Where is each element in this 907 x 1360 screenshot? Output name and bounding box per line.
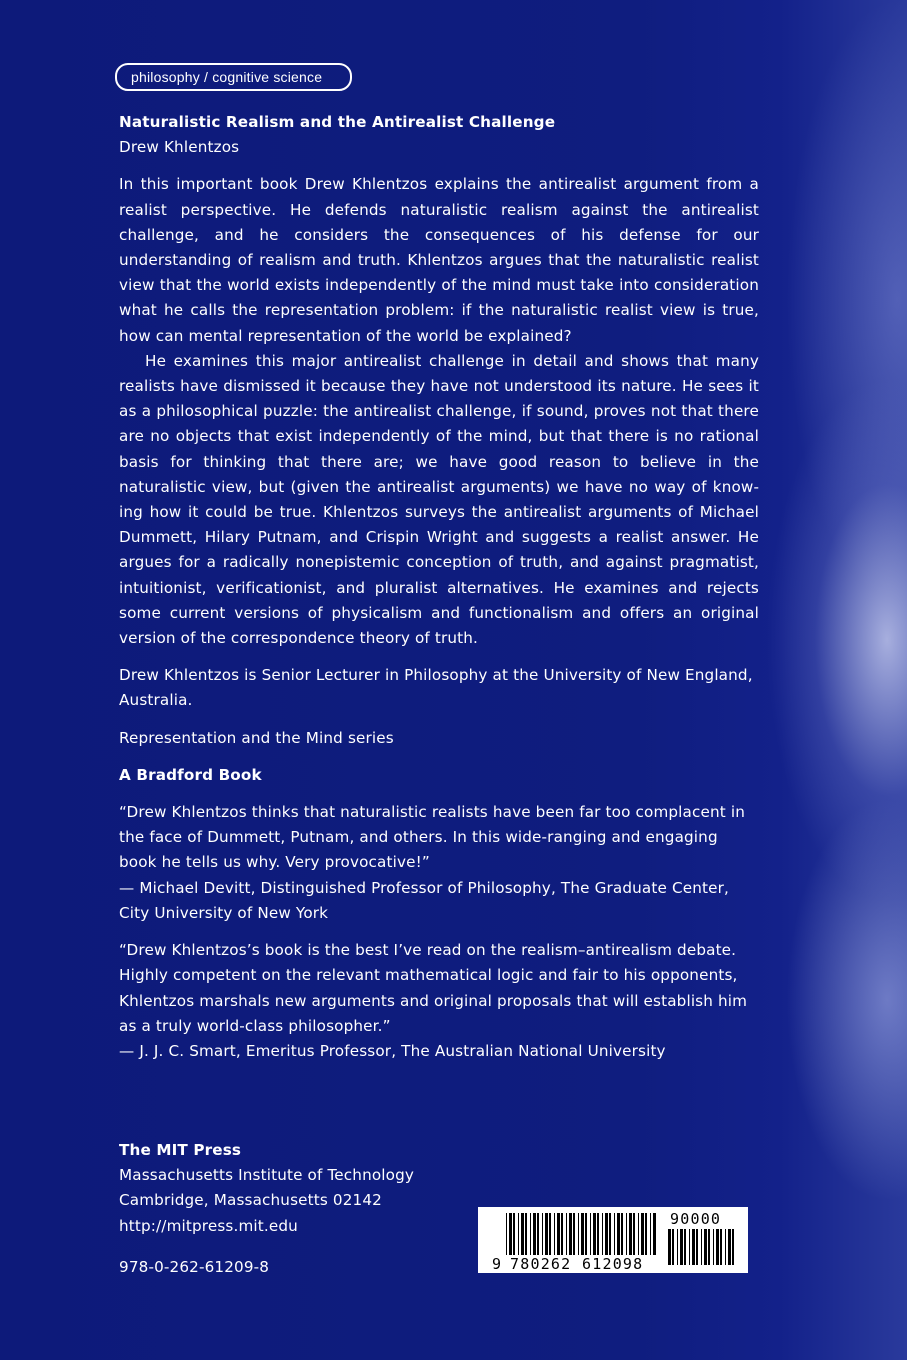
barcode-bar — [720, 1229, 722, 1265]
barcode-bar — [561, 1213, 563, 1255]
barcode-bar — [573, 1213, 575, 1255]
barcode-bar — [537, 1213, 539, 1255]
barcode-bar — [593, 1213, 596, 1255]
publisher-address: Cambridge, Massachusetts 02142 — [119, 1191, 382, 1210]
barcode-bar — [692, 1229, 695, 1265]
barcode-bar — [542, 1213, 543, 1255]
barcode-bar — [725, 1229, 726, 1265]
publisher-institution: Massachusetts Institute of Technology — [119, 1166, 415, 1185]
publisher-name: The MIT Press — [119, 1141, 242, 1159]
barcode-bar — [554, 1213, 555, 1255]
barcode-bar — [713, 1229, 714, 1265]
barcode-bar — [614, 1213, 615, 1255]
blurb-2 — [119, 938, 759, 1064]
publisher-url: http://mitpress.mit.edu — [119, 1216, 298, 1235]
barcode-bar — [545, 1213, 548, 1255]
barcode-bar — [590, 1213, 591, 1255]
barcode-bar — [629, 1213, 632, 1255]
barcode-bar — [530, 1213, 531, 1255]
book-title: Naturalistic Realism and the Antirealist Challenge — [119, 113, 556, 131]
barcode-bar — [513, 1213, 515, 1255]
barcode-bar — [708, 1229, 710, 1265]
barcode-bar — [521, 1213, 524, 1255]
barcode-bar — [650, 1213, 651, 1255]
barcode-bar — [602, 1213, 603, 1255]
barcode-bar — [557, 1213, 560, 1255]
barcode-bar — [677, 1229, 678, 1265]
barcode-bar — [684, 1229, 686, 1265]
barcode-bar — [566, 1213, 567, 1255]
barcode-bar — [569, 1213, 572, 1255]
barcode-bar — [645, 1213, 647, 1255]
barcode-bar — [621, 1213, 623, 1255]
blurb-attribution: — Michael Devitt, Distinguished Professor of Philosophy, The Graduate Center, — [119, 878, 729, 897]
barcode-bar — [728, 1229, 731, 1265]
series-name: Representation and the Mind series — [119, 728, 394, 747]
barcode-bar — [525, 1213, 527, 1255]
cover-text-block — [119, 110, 759, 1064]
cover-light-glow — [767, 0, 907, 1360]
barcode-bar — [626, 1213, 627, 1255]
author-bio: Drew Khlentzos is Senior Lecturer in Philosophy at the University of New England, Australia. — [119, 666, 753, 710]
barcode-bar — [689, 1229, 690, 1265]
imprint-name: A Bradford Book — [119, 765, 262, 784]
isbn-number: 978-0-262-61209-8 — [119, 1258, 270, 1276]
barcode-bar — [585, 1213, 587, 1255]
barcode-bar — [633, 1213, 635, 1255]
blurb-quote: “Drew Khlentzos’s book is the best I’ve read on the realism–antirealism debate. Highly competent on the relevant mathematical logic and fair to his opponents, Khlentzos marshals new arguments and original proposals that will establish him as a truly world-class philosopher.” — [119, 941, 748, 1035]
barcode-bar — [609, 1213, 611, 1255]
description-paragraph-1: In this important book Drew Khlentzos explains the antirealist argument from a realist perspective. He defends naturalistic realism against the antirealist challenge, and he considers the consequences of his defense for our understanding of realism and truth. Khlentzos argues that the naturalistic realist view that the world exists independently of the mind must take into consideration what he calls the representation problem: if the naturalistic realist view is true, how can mental representation of the world be explained? — [119, 175, 759, 345]
barcode-addon-digits: 90000 — [670, 1210, 722, 1228]
description-paragraph-2: He examines this major antirealist challenge in detail and shows that many realists have dismissed it because they have not understood its nature. He sees it as a philosophical puzzle: the antirealist challenge, if sound, proves not that there are no objects that exist independently of the mind, but that there is no rational basis for thinking that there are; we have good reason to believe in the naturalistic view, but (given the antirealist arguments) we have no way of knowing how it could be true. Khlentzos surveys the antirealist arguments of Michael Dummett, Hilary Putnam, and Crispin Wright and suggests a realist answer. He argues for a radically nonepistemic conception of truth, and against pragmatist, intuitionist, verificationist, and pluralist alternatives. He examines and rejects some current versions of physicalism and functionalism and offers an original version of the correspondence theory of truth. — [119, 351, 759, 648]
barcode-bar — [638, 1213, 639, 1255]
barcode-bar — [597, 1213, 599, 1255]
barcode-bar — [509, 1213, 512, 1255]
barcode-bar — [653, 1213, 656, 1255]
barcode-main-bars — [506, 1213, 656, 1255]
barcode-digit-group-2: 612098 — [582, 1255, 644, 1273]
barcode-bar — [696, 1229, 698, 1265]
barcode-bar — [549, 1213, 551, 1255]
barcode-bar — [518, 1213, 519, 1255]
barcode-bar — [506, 1213, 507, 1255]
barcode-bar — [672, 1229, 674, 1265]
barcode-bar — [680, 1229, 683, 1265]
isbn-barcode — [478, 1207, 748, 1273]
category-label: philosophy / cognitive science — [115, 63, 352, 91]
barcode-bar — [605, 1213, 608, 1255]
blurb-1 — [119, 800, 759, 926]
blurb-attribution-affiliation: City University of New York — [119, 903, 329, 922]
barcode-bar — [581, 1213, 584, 1255]
barcode-bar — [641, 1213, 644, 1255]
publisher-block — [119, 1138, 414, 1239]
barcode-bar — [704, 1229, 707, 1265]
barcode-graphic — [478, 1207, 748, 1273]
barcode-bar — [617, 1213, 620, 1255]
barcode-lead-digit: 9 — [492, 1255, 502, 1273]
barcode-digit-group-1: 780262 — [510, 1255, 572, 1273]
barcode-bar — [701, 1229, 702, 1265]
blurb-quote: “Drew Khlentzos thinks that naturalistic realists have been far too complacent in the face of Dummett, Putnam, and others. In this wide-ranging and engaging book he tells us why. Very provocative!” — [119, 803, 746, 872]
barcode-bar — [533, 1213, 536, 1255]
barcode-bar — [732, 1229, 734, 1265]
barcode-bar — [716, 1229, 719, 1265]
blurb-attribution: — J. J. C. Smart, Emeritus Professor, The Australian National University — [119, 1041, 666, 1060]
barcode-bar — [668, 1229, 671, 1265]
book-author: Drew Khlentzos — [119, 138, 240, 157]
barcode-addon-bars — [668, 1229, 734, 1265]
barcode-bar — [578, 1213, 579, 1255]
